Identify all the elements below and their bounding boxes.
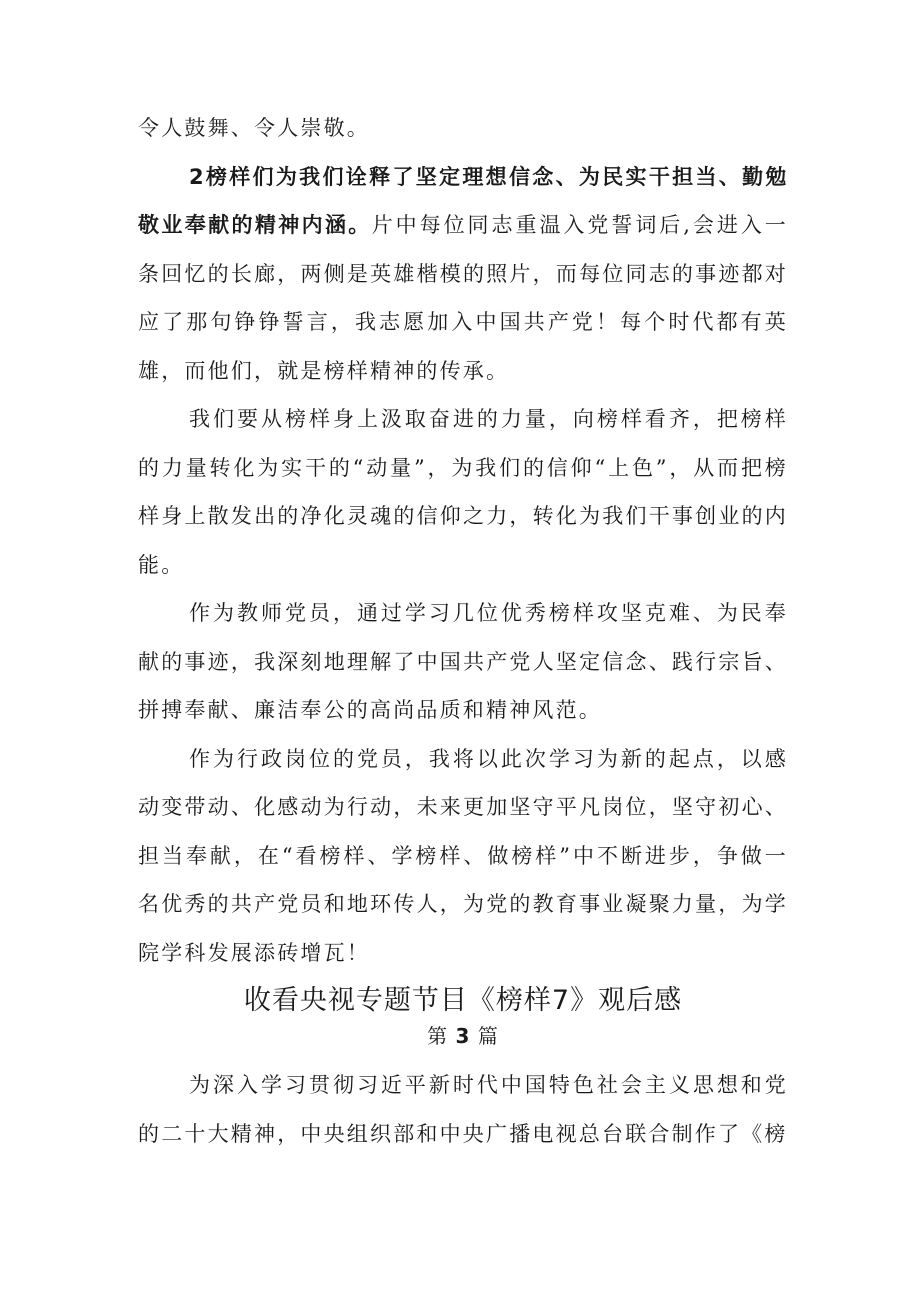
section-title: 收看央视专题节目《榜样7》观后感 (243, 985, 683, 1016)
paragraph-text: 作为行政岗位的党员，我将以此次学习为新的起点，以感动变带动、化感动为行动，未来更加坚守平凡岗位，坚守初心、担当奉献，在“看榜样、学榜样、做榜样”中不断进步，争做一名优秀的共产党员和地环传人，为党的教育事业凝聚力量，为学院学科发展添砖增瓦！ (138, 746, 788, 965)
paragraph-teacher (138, 589, 788, 735)
paragraph-role-models (138, 153, 788, 396)
paragraph-text: 令人鼓舞、令人崇敬。 (138, 116, 370, 140)
paragraph-bold-lead: 2榜样们为我们诠释了坚定理想信念、为民实干担当、勤勉敬业奉献的精神内涵。 (138, 164, 788, 237)
paragraph-continuation (138, 104, 788, 153)
document-page (138, 104, 788, 1158)
paragraph-text: 我们要从榜样身上汲取奋进的力量，向榜样看齐，把榜样的力量转化为实干的“动量”，为我们的信仰“上色”，从而把榜样身上散发出的净化灵魂的信仰之力，转化为我们干事创业的内能。 (138, 407, 788, 577)
paragraph-text: 作为教师党员，通过学习几位优秀榜样攻坚克难、为民奉献的事迹，我深刻地理解了中国共产党人坚定信念、践行宗旨、拼搏奉献、廉洁奉公的高尚品质和精神风范。 (138, 601, 788, 722)
subtitle-number: 3 (455, 1024, 471, 1048)
paragraph-strength (138, 395, 788, 589)
paragraph-section-intro (138, 1061, 788, 1158)
paragraph-text: 片中每位同志重温入党誓词后,会进入一条回忆的长廊，两侧是英雄楷模的照片，而每位同志的事迹都对应了那句铮铮誓言，我志愿加入中国共产党！每个时代都有英雄，而他们，就是榜样精神的传承。 (138, 213, 789, 383)
subtitle-prefix: 第 (427, 1024, 449, 1048)
subtitle-suffix: 篇 (477, 1024, 499, 1048)
paragraph-text: 为深入学习贯彻习近平新时代中国特色社会主义思想和党的二十大精神，中央组织部和中央广播电视总台联合制作了《榜 (138, 1073, 788, 1146)
section-subtitle (138, 1021, 788, 1051)
paragraph-administrative (138, 735, 788, 978)
section-heading (138, 981, 788, 1051)
